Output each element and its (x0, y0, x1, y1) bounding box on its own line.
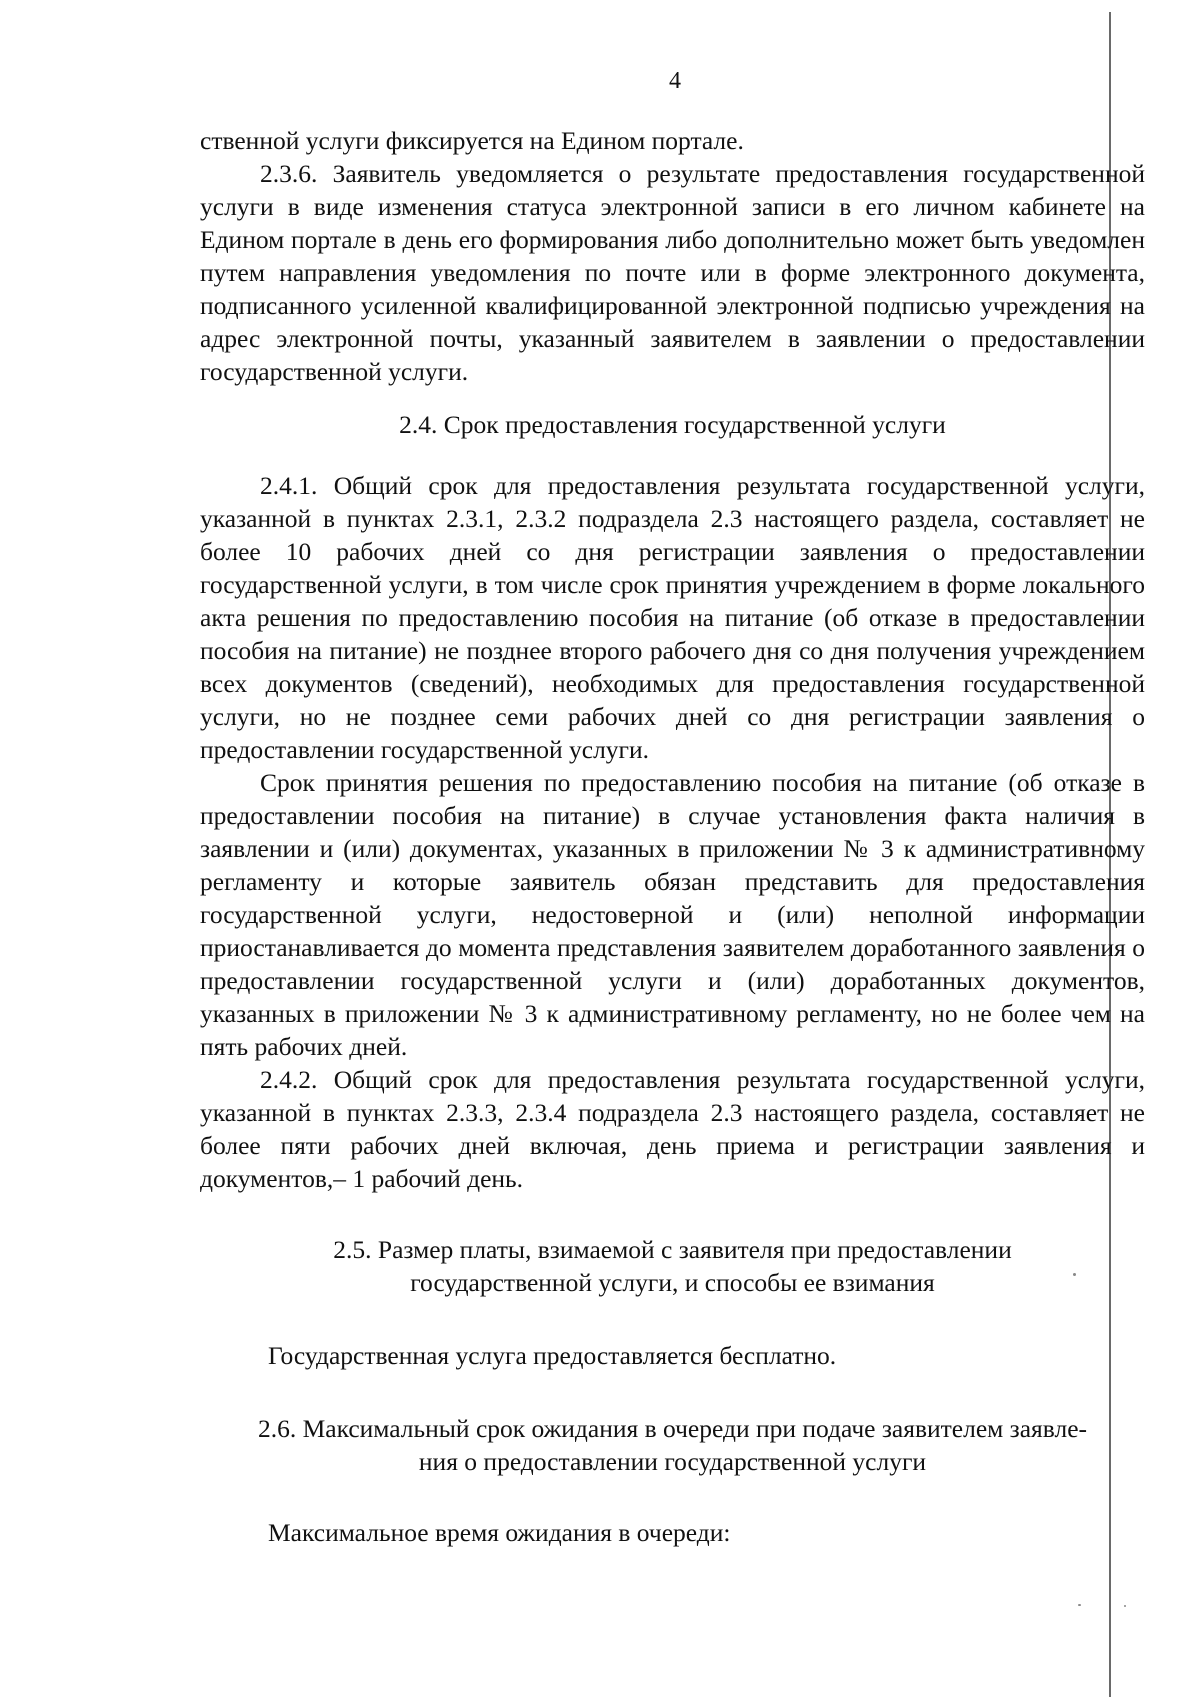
paragraph-2-4-1: 2.4.1. Общий срок для предоставления результата государственной услуги, указанной в пунктах 2.3.1, 2.3.2 подраздела 2.3 настоящего раздела, составляет не более 10 рабочих дней со дня регистрации заявления о предоставлении государственной услуги, в том числе срок принятия учреждением в форме локального акта решения по предоставлению пособия на питание (об отказе в предоставлении пособия на питание) не позднее второго рабочего дня со дня получения учреждением всех документов (сведений), необходимых для предоставления государственной услуги, но не позднее семи рабочих дней со дня регистрации заявления о предоставлении государственной услуги. (200, 471, 1145, 764)
section-heading-2-4: 2.4. Срок предоставления государственной услуги (399, 410, 946, 439)
paragraph-free-service: Государственная услуга предоставляется бесплатно. (268, 1341, 837, 1370)
paragraph-suspension: Срок принятия решения по предоставлению пособия на питание (об отказе в предоставлении пособия на питание) в случае установления факта наличия в заявлении и (или) документах, указанных в приложении № 3 к административному регламенту и которые заявитель обязан представить для предоставления государственной услуги, недостоверной и (или) неполной информации приостанавливается до момента представления заявителем доработанного заявления о предоставлении государственной услуги и (или) доработанных документов, указанных в приложении № 3 к административному регламенту, но не более чем на пять рабочих дней. (200, 768, 1145, 1061)
paragraph-2-4-2: 2.4.2. Общий срок для предоставления результата государственной услуги, указанной в пунктах 2.3.3, 2.3.4 подраздела 2.3 настоящего раздела, составляет не более пяти рабочих дней включая, день приема и регистрации заявления и документов,– 1 рабочий день. (200, 1065, 1145, 1193)
heading-line: ния о предоставлении государственной услуги (418, 1447, 927, 1476)
paragraph-max-wait: Максимальное время ожидания в очереди: (268, 1518, 731, 1547)
heading-line: государственной услуги, и способы ее взимания (410, 1268, 935, 1297)
document-body (200, 124, 1145, 1549)
section-heading-2-6 (200, 1412, 1145, 1478)
page-number: 4 (669, 68, 681, 94)
scan-speck (1124, 1605, 1126, 1607)
scan-speck (1078, 1604, 1081, 1606)
paragraph-continuation: ственной услуги фиксируется на Едином портале. (200, 126, 744, 155)
heading-line: 2.6. Максимальный срок ожидания в очереди при подаче заявителем заявле- (257, 1414, 1088, 1443)
heading-line: 2.5. Размер платы, взимаемой с заявителя при предоставлении (333, 1235, 1012, 1264)
paragraph-2-3-6: 2.3.6. Заявитель уведомляется о результате предоставления государственной услуги в виде изменения статуса электронной записи в его личном кабинете на Едином портале в день его формирования либо дополнительно может быть уведомлен путем направления уведомления по почте или в форме электронного документа, подписанного усиленной квалифицированной электронной подписью учреждения на адрес электронной почты, указанный заявителем в заявлении о предоставлении государственной услуги. (200, 159, 1145, 386)
section-heading-2-5 (200, 1233, 1145, 1299)
